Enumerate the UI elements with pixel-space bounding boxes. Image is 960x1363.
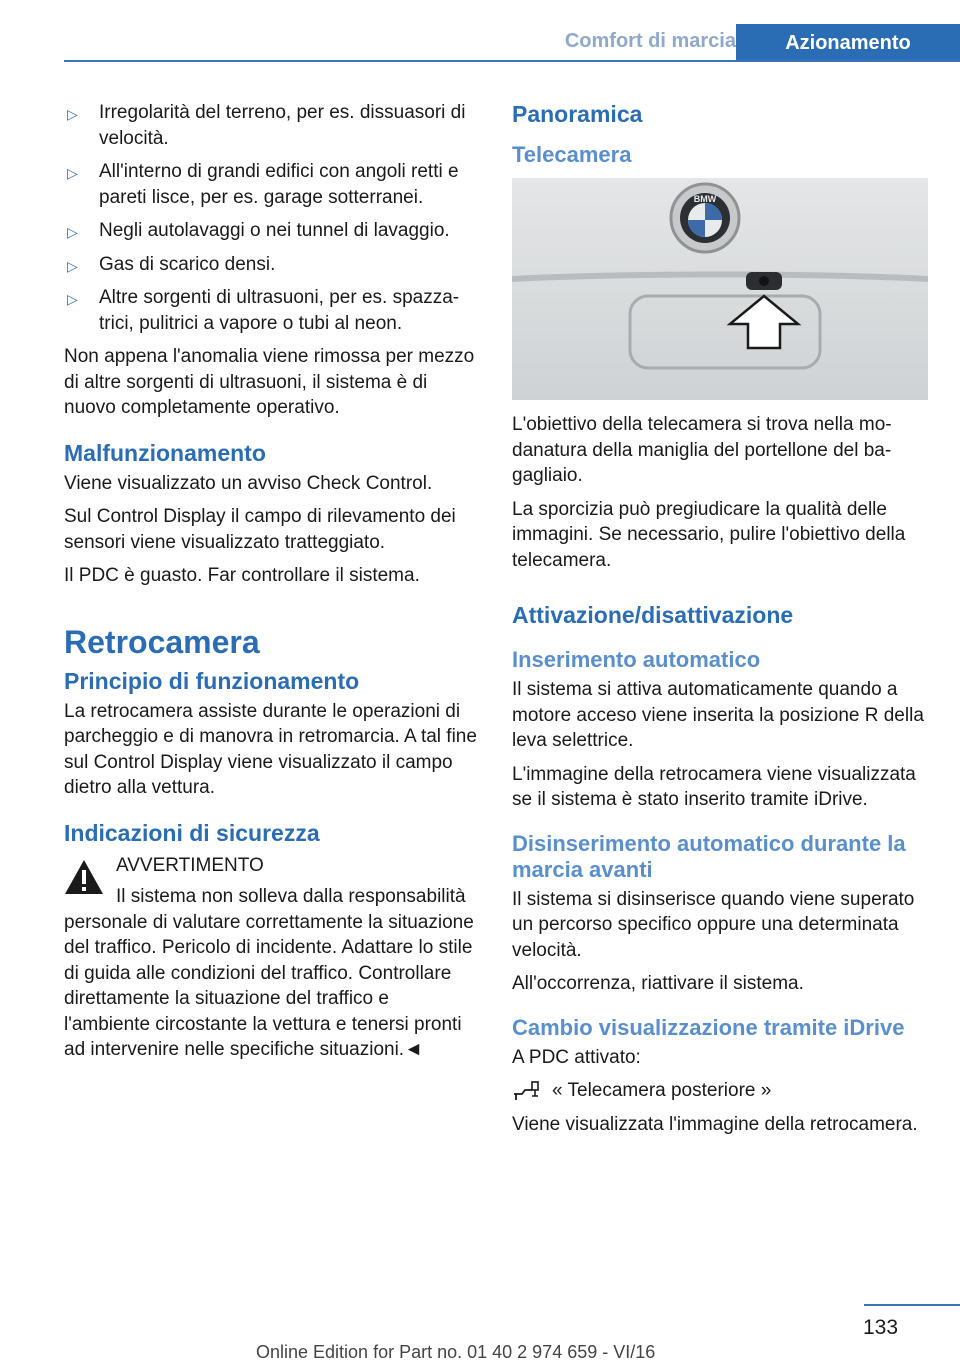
warning-box <box>64 853 480 1063</box>
paragraph: La retrocamera assiste durante le operazioni di parcheggio e di manovra in retromarcia. A tal fine sul Control Display viene visualizzato il campo dietro alla vettura. <box>64 700 477 798</box>
triangle-bullet-icon: ▷ <box>67 291 78 307</box>
triangle-bullet-icon: ▷ <box>67 257 78 274</box>
left-column <box>64 100 480 1063</box>
heading-safety: Indicazioni di sicurezza <box>64 819 320 846</box>
heading-idrive-switch: Cambio visualizzazione tramite iDrive <box>512 1014 905 1040</box>
list-item: ▷ Altre sorgenti di ultrasuoni, per es. spazzatrici, pulitrici a vapore o tubi al neon. <box>67 287 460 334</box>
triangle-bullet-icon: ▷ <box>67 106 78 122</box>
warning-text: Il sistema non solleva dalla responsabilità personale di valutare correttamente la situazione del traffico. Pericolo di incidente. Adattare lo stile di guida alle condizioni del traffico. Controllare direttamente la situazione del traffico e l'ambiente circostante la vettura e tenersi pronti ad intervenire nelle specifiche situazioni.◄ <box>64 886 474 1060</box>
paragraph: All'occorrenza, riattivare il sistema. <box>512 973 804 994</box>
section-title: Retrocamera <box>64 623 260 660</box>
page-header <box>64 24 960 62</box>
paragraph: Il sistema si attiva automaticamente quando a motore acceso viene inserita la posizione R della leva selettrice. <box>512 679 924 751</box>
header-rule <box>64 60 960 62</box>
heading-overview: Panoramica <box>512 101 643 127</box>
list-item: ▷ Irregolarità del terreno, per es. dissuasori di velocità. <box>67 102 466 149</box>
paragraph: Sul Control Display il campo di rilevamento dei sensori viene visualizzato tratteggiato. <box>64 506 456 553</box>
heading-malfunction: Malfunzionamento <box>64 439 266 466</box>
bmw-logo-letters: BMW <box>693 194 717 204</box>
list-item: ▷ All'interno di grandi edifici con angoli retti e pareti lisce, per es. garage sotterranei. <box>67 161 459 208</box>
paragraph: Viene visualizzata l'immagine della retrocamera. <box>512 1113 918 1135</box>
list-item: ▷ Negli autolavaggi o nei tunnel di lavaggio. <box>64 218 480 244</box>
menu-instruction <box>512 1078 928 1104</box>
chapter-tab: Azionamento <box>736 24 960 62</box>
warning-title: AVVERTIMENTO <box>116 854 264 876</box>
warning-triangle-icon <box>64 859 104 895</box>
rear-camera-icon <box>512 1080 542 1102</box>
paragraph: A PDC attivato: <box>512 1046 641 1068</box>
list-item: ▷ Gas di scarico densi. <box>64 252 480 278</box>
footer-rule <box>864 1304 960 1306</box>
camera-location-photo <box>512 178 928 400</box>
conditions-list <box>64 100 480 336</box>
menu-item-rear-camera: « Telecamera posteriore » <box>552 1080 772 1101</box>
paragraph: Il PDC è guasto. Far controllare il sistema. <box>64 565 420 586</box>
paragraph: Viene visualizzato un avviso Check Control. <box>64 472 433 494</box>
paragraph: Non appena l'anomalia viene rimossa per mezzo di altre sorgenti di ultrasuoni, il sistema è di nuovo completamente operativo. <box>64 346 475 418</box>
paragraph: La sporcizia può pregiudicare la qualità delle immagini. Se necessario, pulire l'obiettivo della telecamera. <box>512 498 906 571</box>
triangle-bullet-icon: ▷ <box>67 165 78 181</box>
section-tab: Comfort di marcia <box>564 30 736 52</box>
heading-activation: Attivazione/disattivazione <box>512 602 794 628</box>
right-column <box>512 100 928 1145</box>
page-number: 133 <box>863 1316 899 1339</box>
paragraph: Il sistema si disinserisce quando viene superato un percorso specifico oppure una determinata velocità. <box>512 888 915 961</box>
heading-auto-off: Disinserimento automatico durante la marcia avanti <box>512 830 906 882</box>
paragraph: L'immagine della retrocamera viene visualizzata se il sistema è stato inserito tramite iDrive. <box>512 763 916 810</box>
heading-camera: Telecamera <box>512 142 632 167</box>
triangle-bullet-icon: ▷ <box>67 224 78 240</box>
heading-auto-on: Inserimento automatico <box>512 647 761 672</box>
heading-principle: Principio di funzionamento <box>64 667 360 694</box>
paragraph: L'obiettivo della telecamera si trova nella modanatura della maniglia del portellone del bagagliaio. <box>512 414 892 486</box>
edition-footer: Online Edition for Part no. 01 40 2 974 659 - VI/16 <box>256 1342 656 1362</box>
